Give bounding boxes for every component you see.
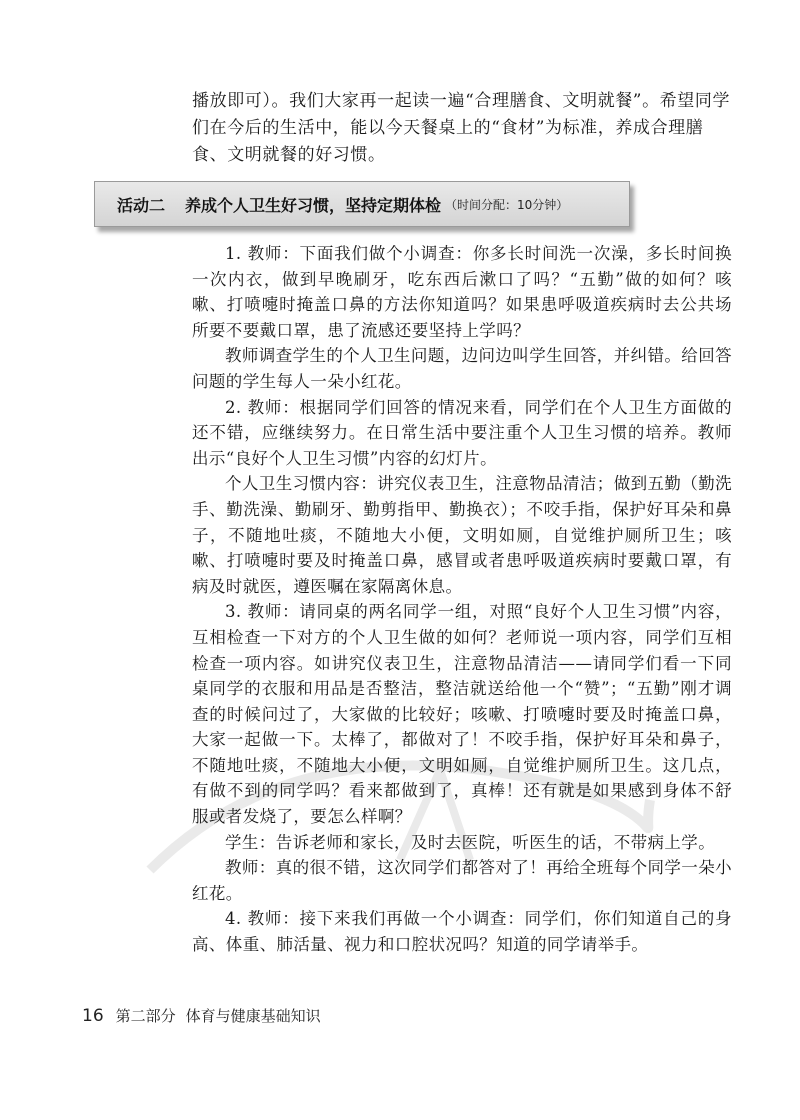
footer-section: 体育与健康基础知识 <box>185 1007 321 1025</box>
paragraph: 个人卫生习惯内容：讲究仪表卫生，注意物品清洁；做到五勤（勤洗手、勤洗澡、勤刷牙、勤剪指甲、勤换衣）；不咬手指，保护好耳朵和鼻子，不随地吐痰，不随地大小便，文明如厕，自觉维护厕所卫生；咳嗽、打喷嚏时要及时掩盖口鼻，感冒或者患呼吸道疾病时要戴口罩，有病及时就医，遵医嘱在家隔离休息。 <box>192 474 732 596</box>
page-number: 16 <box>82 1006 104 1026</box>
paragraph: 1. 教师：下面我们做个小调查：你多长时间洗一次澡，多长时间换一次内衣，做到早晚刷牙，吃东西后漱口了吗？“五勤”做的如何？咳嗽、打喷嚏时掩盖口鼻的方法你知道吗？如果患呼吸道疾病时去公共场所要不要戴口罩，患了流感还要坚持上学吗？ <box>192 244 732 340</box>
activity-time: （时间分配：10分钟） <box>445 197 569 212</box>
footer-part: 第二部分 <box>115 1007 176 1025</box>
paragraph: 3. 教师：请同桌的两名同学一组，对照“良好个人卫生习惯”内容，互相检查一下对方的个人卫生做的如何？老师说一项内容，同学们互相检查一项内容。如讲究仪表卫生，注意物品清洁——请同学们看一下同桌同学的衣服和用品是否整洁，整洁就送给他一个“赞”；“五勤”刚才调查的时候问过了，大家做的比较好；咳嗽、打喷嚏时要及时掩盖口鼻，大家一起做一下。太棒了，都做对了！不咬手指，保护好耳朵和鼻子，不随地吐痰，不随地大小便，文明如厕，自觉维护厕所卫生。这几点，有做不到的同学吗？看来都做到了，真棒！还有就是如果感到身体不舒服或者发烧了，要怎么样啊？ <box>192 602 732 827</box>
paragraph: 4. 教师：接下来我们再做一个小调查：同学们，你们知道自己的身高、体重、肺活量、视力和口腔状况吗？知道的同学请举手。 <box>192 909 732 955</box>
paragraph: 教师调查学生的个人卫生问题，边问边叫学生回答，并纠错。给回答问题的学生每人一朵小红花。 <box>192 346 732 391</box>
activity-title: 养成个人卫生好习惯，坚持定期体检 <box>185 195 442 215</box>
page-footer <box>82 1005 321 1029</box>
paragraph: 2. 教师：根据同学们回答的情况来看，同学们在个人卫生方面做的还不错，应继续努力。在日常生活中要注重个人卫生习惯的培养。教师出示“良好个人卫生习惯”内容的幻灯片。 <box>192 397 732 468</box>
activity-label: 活动二 <box>117 195 166 215</box>
activity-banner <box>94 181 630 227</box>
intro-text: 播放即可）。我们大家再一起读一遍“合理膳食、文明就餐”。希望同学们在今后的生活中，能以今天餐桌上的“食材”为标准，养成合理膳食、文明就餐的好习惯。 <box>192 91 731 165</box>
lesson-content <box>192 241 732 958</box>
intro-paragraph <box>192 88 732 169</box>
paragraph: 教师：真的很不错，这次同学们都答对了！再给全班每个同学一朵小红花。 <box>192 858 732 903</box>
paragraph: 学生：告诉老师和家长，及时去医院，听医生的话，不带病上学。 <box>225 832 716 852</box>
